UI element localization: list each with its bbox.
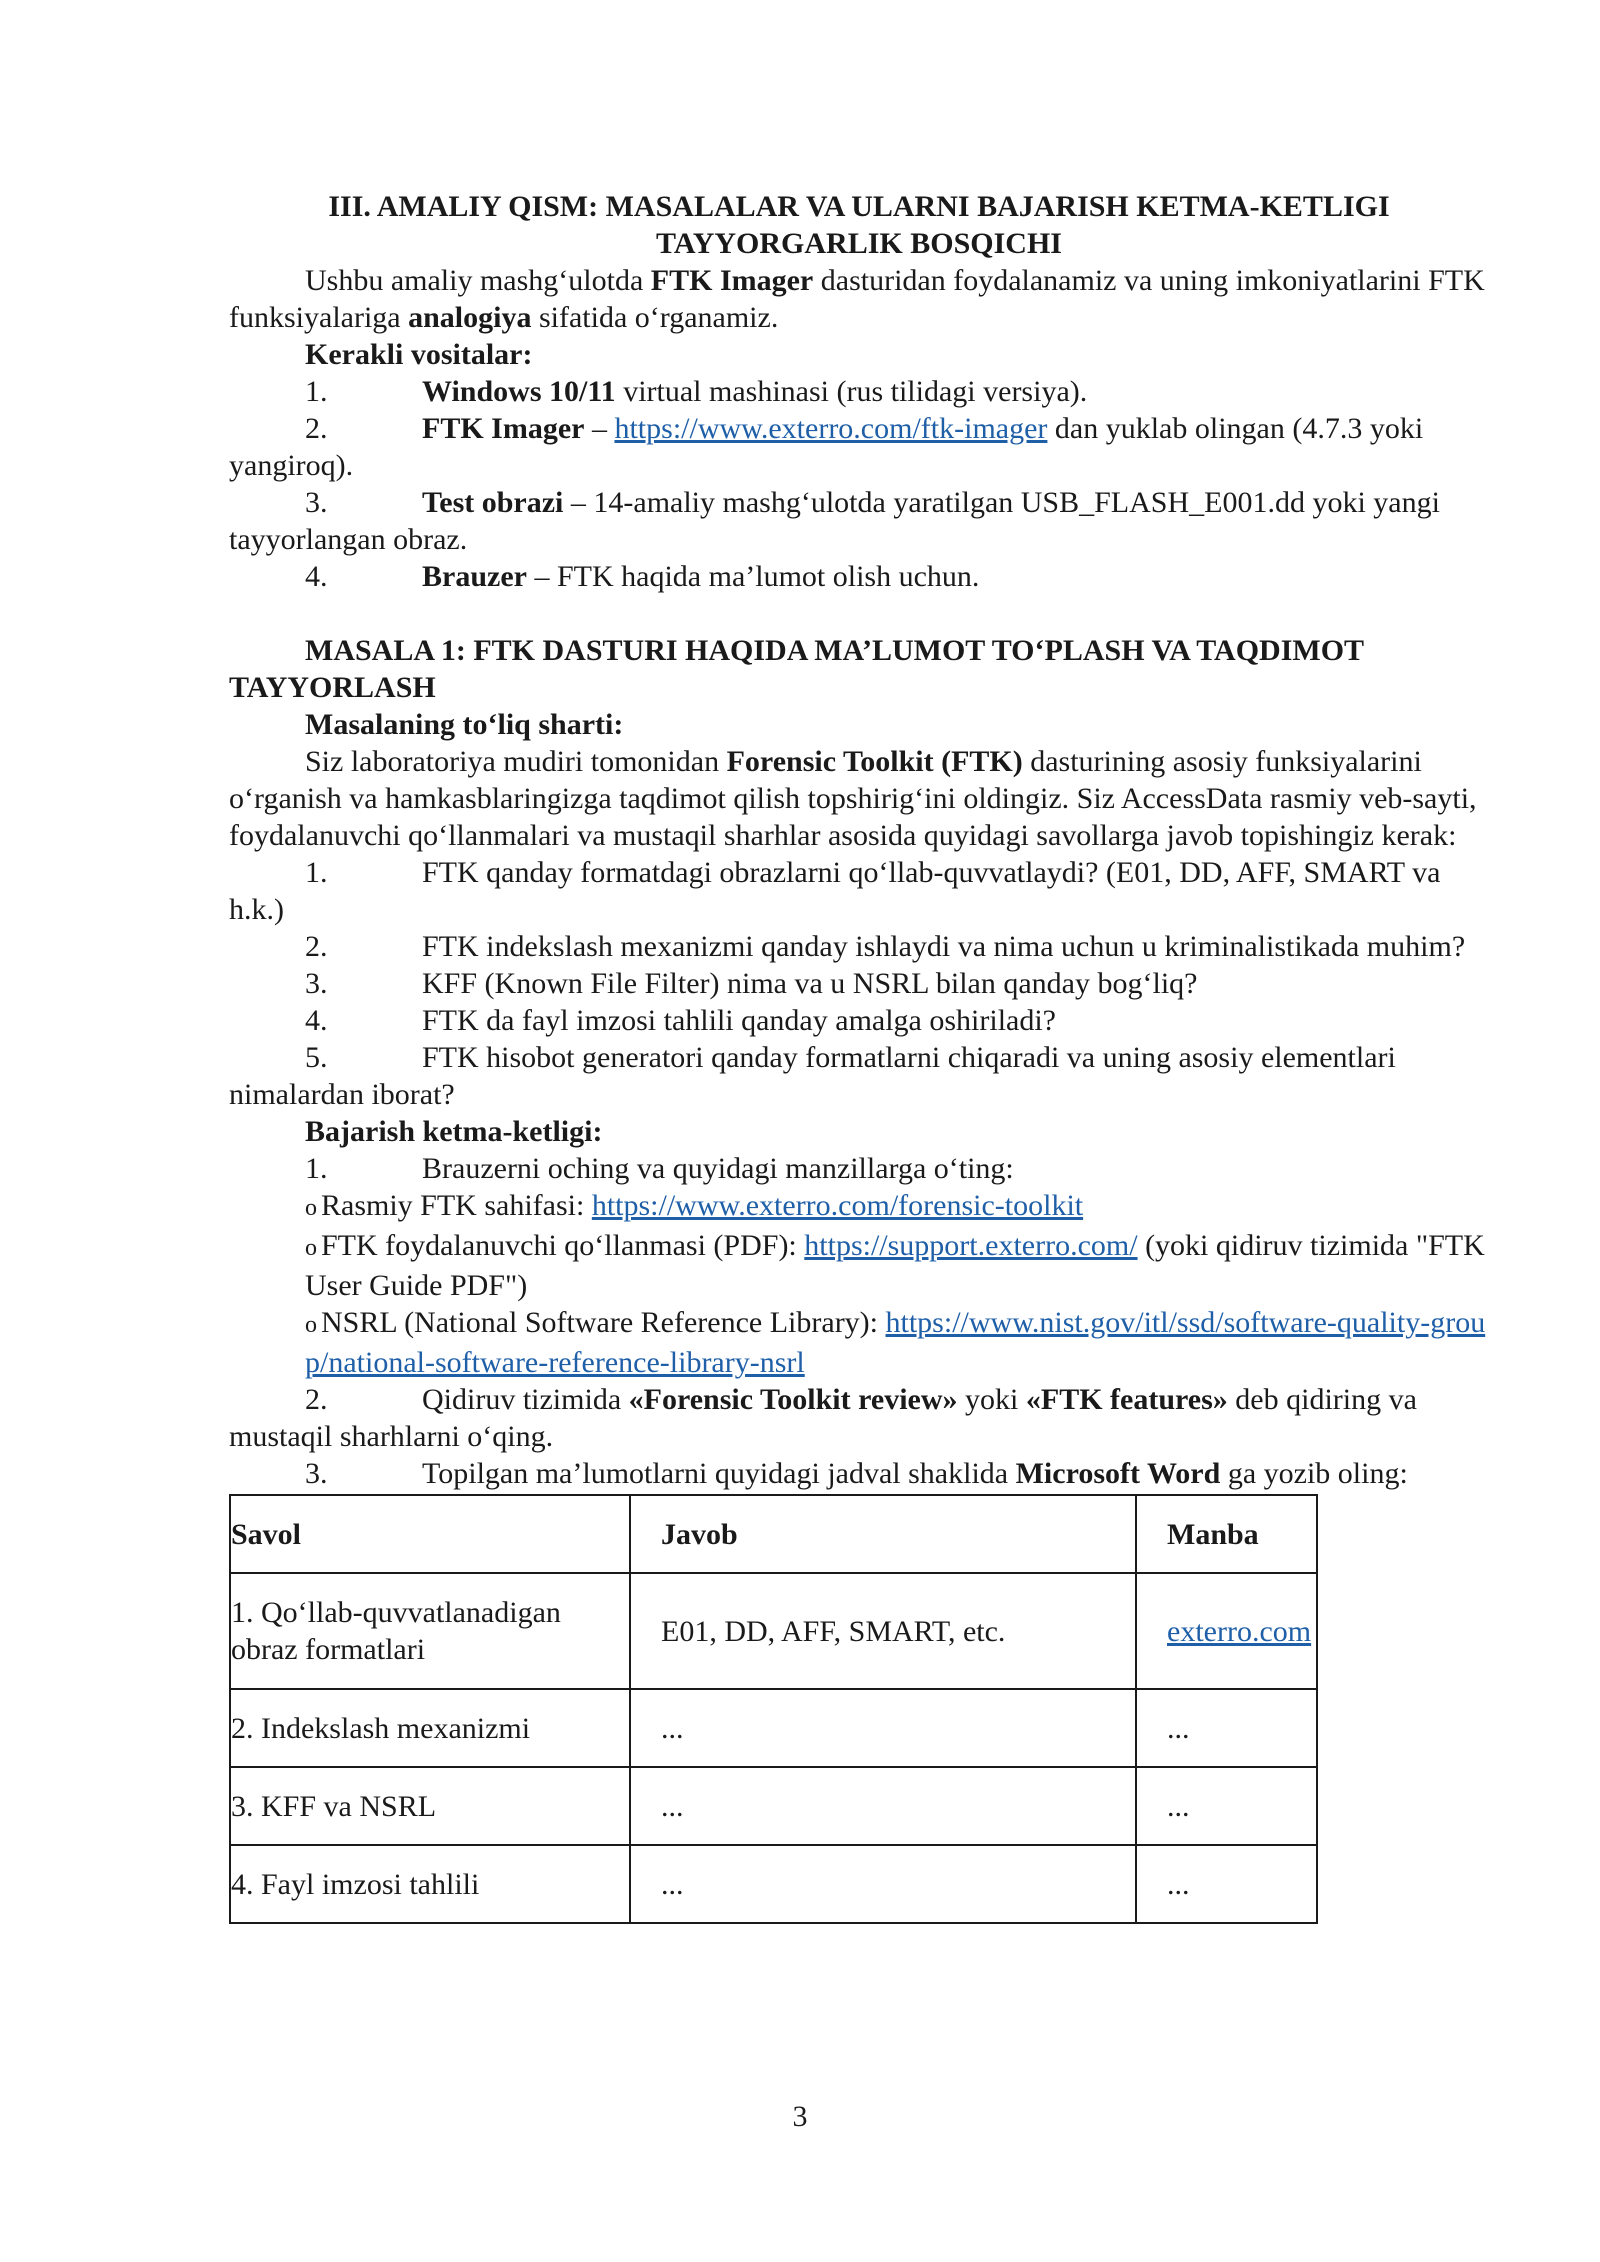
bullet-text: NSRL (National Software Reference Library): (321, 1306, 886, 1339)
table-cell-source: ... (1136, 1845, 1317, 1923)
question-text: FTK qanday formatdagi obrazlarni qo‘llab-quvvatlaydi? (E01, DD, AFF, SMART va h.k.) (229, 856, 1441, 926)
condition-bold-ftk: Forensic Toolkit (FTK) (726, 745, 1023, 778)
tool-name: Test obrazi (422, 486, 564, 519)
info-table (229, 1494, 1318, 1924)
table-cell-source: ... (1136, 1767, 1317, 1845)
step-bold: «FTK features» (1025, 1383, 1228, 1416)
table-cell-answer: E01, DD, AFF, SMART, etc. (630, 1573, 1136, 1689)
intro-paragraph (229, 262, 1489, 336)
table-cell-source: ... (1136, 1689, 1317, 1767)
steps-title (229, 1113, 1489, 1150)
intro-text: dasturidan foydalanamiz va uning imkoniyatlarini FTK funksiyalariga (229, 264, 1485, 334)
list-number: 3. (305, 967, 328, 1000)
intro-bold-ftk-imager: FTK Imager (650, 264, 814, 297)
step-text: ga yozib oling: (1220, 1457, 1408, 1490)
table-row (230, 1573, 1317, 1689)
list-number: 4. (305, 1004, 328, 1037)
table-cell-question: 3. KFF va NSRL (230, 1767, 630, 1845)
tool-item (229, 410, 1489, 484)
support-link[interactable]: https://support.exterro.com/ (804, 1229, 1138, 1262)
table-cell-question: 4. Fayl imzosi tahlili (230, 1845, 630, 1923)
list-number: 1. (305, 1152, 328, 1185)
bullet-item (229, 1187, 1489, 1227)
table-header: Manba (1136, 1495, 1317, 1573)
task1-title-text: MASALA 1: FTK DASTURI HAQIDA MA’LUMOT TO‘PLASH VA TAQDIMOT TAYYORLASH (229, 634, 1364, 704)
tool-text: – 14-amaliy mashg‘ulotda yaratilgan USB_FLASH_E001.dd yoki yangi tayyorlangan obraz. (229, 486, 1440, 556)
step-text: deb qidiring va mustaqil sharhlarni o‘qing. (229, 1383, 1417, 1453)
list-number: 1. (305, 856, 328, 889)
table-header-row (230, 1495, 1317, 1573)
table-header: Javob (630, 1495, 1136, 1573)
tool-text: dan yuklab olingan (4.7.3 yoki yangiroq). (229, 412, 1424, 482)
table-cell-answer: ... (630, 1689, 1136, 1767)
source-link[interactable]: exterro.com (1167, 1614, 1312, 1648)
bullet-marker-icon: o (305, 1195, 317, 1221)
tool-name: FTK Imager (422, 412, 585, 445)
tools-title-text: Kerakli vositalar: (305, 338, 533, 371)
step-text: Topilgan ma’lumotlarni quyidagi jadval shaklida (422, 1457, 1016, 1490)
section-heading-line1: III. AMALIY QISM: MASALALAR VA ULARNI BAJARISH KETMA-KETLIGI (328, 190, 1390, 223)
step-bold: «Forensic Toolkit review» (628, 1383, 958, 1416)
bullet-text: (yoki qidiruv tizimida "FTK User Guide PDF") (305, 1229, 1485, 1302)
question-text: KFF (Known File Filter) nima va u NSRL bilan qanday bog‘liq? (422, 967, 1198, 1000)
step-item (229, 1150, 1489, 1187)
question-item (229, 965, 1489, 1002)
condition-text: dasturining asosiy funksiyalarini o‘rganish va hamkasblaringizga taqdimot qilish topshirig‘ini oldingiz. Siz AccessData rasmiy veb-sayti, foydalanuvchi qo‘llanmalari va mustaqil sharhlar asosida quyidagi savollarga javob topishingiz kerak: (229, 745, 1477, 852)
table-row (230, 1689, 1317, 1767)
bullet-item (229, 1227, 1489, 1304)
blank-line (229, 595, 1489, 632)
question-item (229, 1002, 1489, 1039)
bullet-marker-icon: o (305, 1235, 317, 1261)
intro-text: Ushbu amaliy mashg‘ulotda (305, 264, 651, 297)
tool-item (229, 484, 1489, 558)
ftk-imager-link[interactable]: https://www.exterro.com/ftk-imager (614, 412, 1048, 445)
table-row (230, 1767, 1317, 1845)
bullet-item (229, 1304, 1489, 1381)
tool-item (229, 558, 1489, 595)
steps-title-text: Bajarish ketma-ketligi: (305, 1115, 603, 1148)
list-number: 2. (305, 412, 328, 445)
tool-name: Brauzer (422, 560, 527, 593)
tool-name: Windows 10/11 (422, 375, 616, 408)
step-bold: Microsoft Word (1015, 1457, 1221, 1490)
condition-title (229, 706, 1489, 743)
table-row (230, 1845, 1317, 1923)
list-number: 1. (305, 375, 328, 408)
condition-title-text: Masalaning to‘liq sharti: (305, 708, 624, 741)
bullet-text: FTK foydalanuvchi qo‘llanmasi (PDF): (321, 1229, 805, 1262)
page-content (229, 188, 1489, 1924)
tool-text: – (584, 412, 615, 445)
table-cell-answer: ... (630, 1845, 1136, 1923)
condition-text: Siz laboratoriya mudiri tomonidan (305, 745, 727, 778)
list-number: 3. (305, 486, 328, 519)
question-text: FTK da fayl imzosi tahlili qanday amalga oshiriladi? (422, 1004, 1056, 1037)
question-item (229, 928, 1489, 965)
step-item (229, 1381, 1489, 1455)
tool-item (229, 373, 1489, 410)
tool-text: – FTK haqida ma’lumot olish uchun. (526, 560, 980, 593)
list-number: 3. (305, 1457, 328, 1490)
bullet-marker-icon: o (305, 1312, 317, 1338)
list-number: 4. (305, 560, 328, 593)
table-cell-question: 1. Qo‘llab-quvvatlanadigan obraz formatlari (230, 1573, 630, 1689)
list-number: 2. (305, 1383, 328, 1416)
step-text: yoki (957, 1383, 1026, 1416)
table-cell-answer: ... (630, 1767, 1136, 1845)
question-text: FTK indekslash mexanizmi qanday ishlaydi va nima uchun u kriminalistikada muhim? (422, 930, 1466, 963)
table-cell-question: 2. Indekslash mexanizmi (230, 1689, 630, 1767)
list-number: 2. (305, 930, 328, 963)
condition-paragraph (229, 743, 1489, 854)
step-item (229, 1455, 1489, 1492)
question-text: FTK hisobot generatori qanday formatlarni chiqaradi va uning asosiy elementlari nimalardan iborat? (229, 1041, 1396, 1111)
table-header: Savol (230, 1495, 630, 1573)
step-text: Brauzerni oching va quyidagi manzillarga o‘ting: (422, 1152, 1014, 1185)
question-item (229, 854, 1489, 928)
step-text: Qidiruv tizimida (422, 1383, 629, 1416)
forensic-toolkit-link[interactable]: https://www.exterro.com/forensic-toolkit (591, 1189, 1084, 1222)
task1-title (229, 632, 1489, 706)
table-cell-source (1136, 1573, 1317, 1689)
tools-title (229, 336, 1489, 373)
list-number: 5. (305, 1041, 328, 1074)
page-number: 3 (792, 2100, 808, 2133)
intro-text: sifatida o‘rganamiz. (531, 301, 779, 334)
intro-bold-analogiya: analogiya (408, 301, 532, 334)
section-heading-line2: TAYYORGARLIK BOSQICHI (656, 227, 1062, 260)
tool-text: virtual mashinasi (rus tilidagi versiya). (615, 375, 1088, 408)
nsrl-link[interactable]: https://www.nist.gov/itl/ssd/software-quality-group/national-software-reference-library-nsrl (305, 1306, 1486, 1379)
question-item (229, 1039, 1489, 1113)
bullet-text: Rasmiy FTK sahifasi: (321, 1189, 592, 1222)
